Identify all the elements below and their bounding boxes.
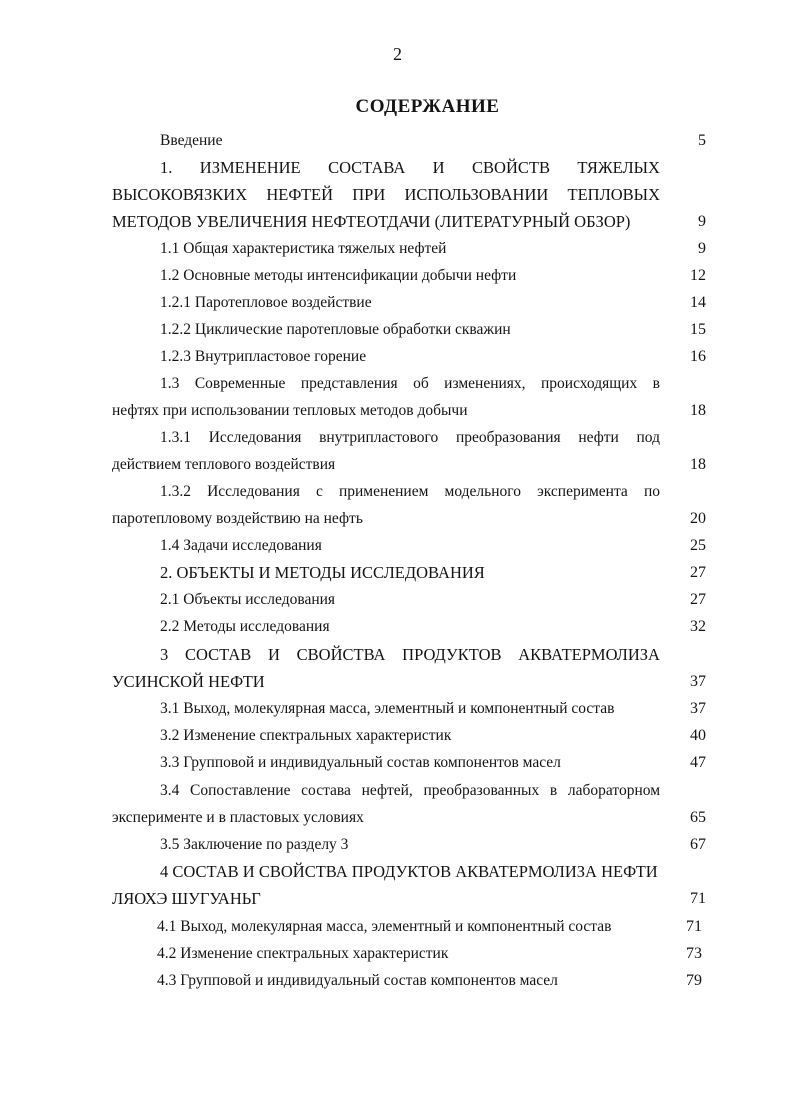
toc-entry-1-3-1-line2: действием теплового воздействия (112, 456, 336, 473)
toc-page-3-5: 67 (690, 836, 706, 853)
toc-word: преобразованных (423, 782, 540, 799)
toc-word: 1. (160, 158, 173, 177)
toc-entry-1-2-3: 1.2.3 Внутрипластовое горение (160, 348, 367, 365)
toc-word: под (636, 429, 660, 446)
toc-page-1-2-3: 16 (690, 348, 706, 365)
toc-word: представления (300, 375, 398, 392)
toc-word: ТЕПЛОВЫХ (567, 185, 660, 204)
toc-entry-2-2: 2.2 Методы исследования (160, 618, 330, 635)
toc-page-1-2-1: 14 (690, 294, 706, 311)
toc-page-3-2: 40 (690, 727, 706, 744)
toc-word: преобразования (455, 429, 561, 446)
toc-entry-1-1: 1.1 Общая характеристика тяжелых нефтей (160, 240, 447, 257)
toc-entry-ch2: 2. ОБЪЕКТЫ И МЕТОДЫ ИССЛЕДОВАНИЯ (160, 563, 485, 582)
toc-entry-1-3-line1 (160, 374, 660, 394)
toc-page-1-3-2: 20 (690, 510, 706, 527)
toc-entry-ch4-line1: 4 СОСТАВ И СВОЙСТВА ПРОДУКТОВ АКВАТЕРМОЛИЗА НЕФТИ (160, 862, 658, 881)
toc-word: НЕФТЕЙ (266, 185, 334, 204)
toc-word: СОСТАВ (184, 645, 252, 664)
toc-word: изменениях, (444, 375, 526, 392)
toc-word: И (432, 158, 445, 177)
toc-entry-ch1-line1 (160, 158, 660, 178)
toc-entry-3-2: 3.2 Изменение спектральных характеристик (160, 727, 452, 744)
toc-word: 3 (160, 645, 169, 664)
page-number: 2 (393, 44, 402, 64)
toc-word: СОСТАВА (328, 158, 406, 177)
toc-entry-1-3-1-line1 (160, 428, 660, 448)
toc-page-ch2: 27 (690, 564, 706, 581)
toc-word: 3.4 (160, 782, 180, 799)
toc-entry-1-2-2: 1.2.2 Циклические паротепловые обработки скважин (160, 321, 511, 338)
toc-entry-3-3: 3.3 Групповой и индивидуальный состав компонентов масел (160, 754, 561, 771)
toc-page-1-3-1: 18 (690, 456, 706, 473)
toc-word: СВОЙСТВ (472, 158, 550, 177)
toc-page-1-2-2: 15 (690, 321, 706, 338)
toc-page-ch1: 9 (698, 213, 706, 230)
toc-entry-ch4-line2: ЛЯОХЭ ШУГУАНЬГ (112, 889, 261, 908)
toc-word: 1.3.2 (160, 483, 191, 500)
toc-word: эксперимента (537, 483, 628, 500)
toc-word: АКВАТЕРМОЛИЗА (518, 645, 660, 664)
toc-entry-1-3-2-line1 (160, 482, 660, 502)
toc-page-3-4: 65 (690, 809, 706, 826)
toc-word: ТЯЖЕЛЫХ (577, 158, 660, 177)
toc-page-ch3: 37 (690, 673, 706, 690)
toc-entry-1-4: 1.4 Задачи исследования (160, 537, 322, 554)
toc-entry-intro: Введение (160, 132, 223, 149)
toc-word: 1.3 (160, 375, 180, 392)
toc-page-3-1: 37 (690, 700, 706, 717)
toc-word: нефтей, (361, 782, 413, 799)
toc-entry-4-2: 4.2 Изменение спектральных характеристик (157, 945, 449, 962)
toc-page-1-3: 18 (690, 402, 706, 419)
toc-page-1-1: 9 (698, 240, 706, 257)
toc-word: нефти (578, 429, 619, 446)
toc-entry-2-1: 2.1 Объекты исследования (160, 591, 336, 608)
toc-word: ПРОДУКТОВ (402, 645, 502, 664)
toc-entry-1-3-line2: нефтях при использовании тепловых методов добычи (112, 402, 468, 419)
toc-word: происходящих (541, 375, 638, 392)
toc-word: Исследования (207, 483, 300, 500)
toc-page-ch4: 71 (690, 890, 706, 907)
toc-entry-ch1-line3: МЕТОДОВ УВЕЛИЧЕНИЯ НЕФТЕОТДАЧИ (ЛИТЕРАТУРНЫЙ ОБЗОР) (112, 212, 631, 231)
page-title: СОДЕРЖАНИЕ (355, 96, 500, 117)
toc-word: 1.3.1 (160, 429, 191, 446)
toc-word: лабораторном (567, 782, 660, 799)
toc-word: ИСПОЛЬЗОВАНИИ (404, 185, 549, 204)
toc-word: Современные (194, 375, 286, 392)
toc-word: в (549, 782, 558, 799)
toc-page-intro: 5 (698, 132, 706, 149)
toc-word: СВОЙСТВА (296, 645, 386, 664)
toc-page-3-3: 47 (690, 754, 706, 771)
toc-word: по (643, 483, 660, 500)
toc-word: модельного (444, 483, 521, 500)
toc-entry-1-2: 1.2 Основные методы интенсификации добычи нефти (160, 267, 517, 284)
toc-page-4-2: 73 (686, 945, 702, 962)
toc-word: ВЫСОКОВЯЗКИХ (112, 185, 248, 204)
toc-entry-1-3-2-line2: паротепловому воздействию на нефть (112, 510, 363, 527)
toc-entry-3-4-line2: эксперименте и в пластовых условиях (112, 809, 364, 826)
toc-word: в (652, 375, 660, 392)
toc-word: И (268, 645, 280, 664)
toc-word: применением (338, 483, 429, 500)
toc-word: состава (301, 782, 351, 799)
toc-word: ПРИ (352, 185, 386, 204)
toc-word: Исследования (208, 429, 302, 446)
toc-entry-3-4-line1 (160, 781, 660, 801)
toc-entry-ch3-line2: УСИНСКОЙ НЕФТИ (112, 672, 265, 691)
toc-entry-4-1: 4.1 Выход, молекулярная масса, элементный и компонентный состав (157, 918, 612, 935)
toc-page-2-2: 32 (690, 618, 706, 635)
toc-entry-3-1: 3.1 Выход, молекулярная масса, элементный и компонентный состав (160, 700, 615, 717)
toc-page-1-2: 12 (690, 267, 706, 284)
toc-entry-1-2-1: 1.2.1 Паротепловое воздействие (160, 294, 372, 311)
toc-entry-ch3-line1 (160, 645, 660, 665)
toc-word: ИЗМЕНЕНИЕ (199, 158, 301, 177)
toc-page-2-1: 27 (690, 591, 706, 608)
toc-word: с (315, 483, 323, 500)
toc-entry-4-3: 4.3 Групповой и индивидуальный состав компонентов масел (157, 972, 558, 989)
toc-word: внутрипластового (319, 429, 439, 446)
toc-entry-ch1-line2 (112, 185, 660, 205)
toc-page-4-3: 79 (686, 972, 702, 989)
toc-entry-3-5: 3.5 Заключение по разделу 3 (160, 836, 349, 853)
toc-word: Сопоставление (190, 782, 291, 799)
toc-word: об (413, 375, 429, 392)
toc-page-4-1: 71 (686, 918, 702, 935)
toc-page-1-4: 25 (690, 537, 706, 554)
